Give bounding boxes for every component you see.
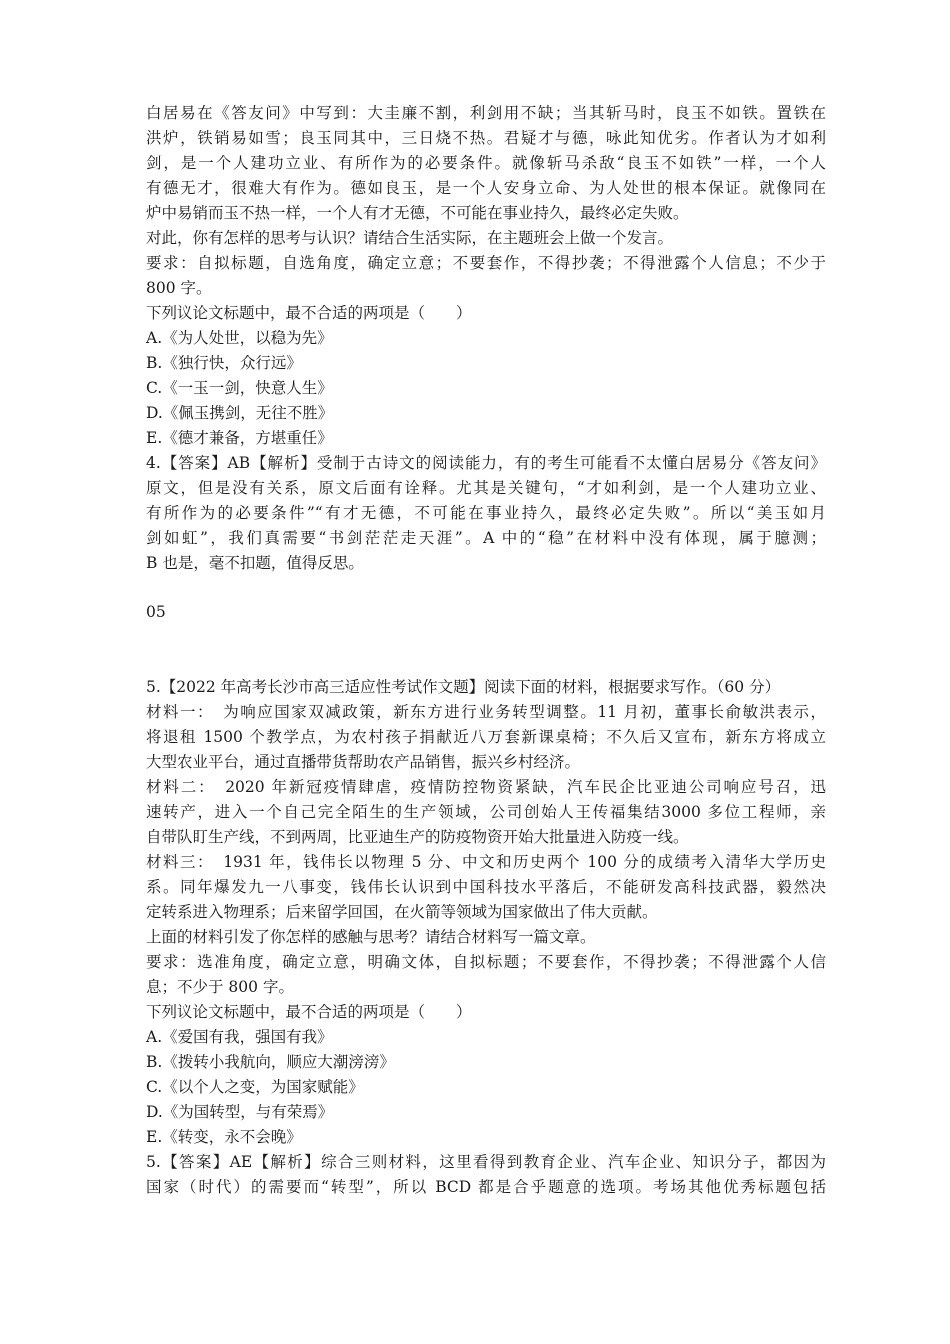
material-line: 材料三： 1931 年，钱伟长以物理 5 分、中文和历史两个 100 分的成绩考入清华大学历史 [146,853,826,871]
material-line: 材料二： 2020 年新冠疫情肆虐，疫情防控物资紧缺，汽车民企比亚迪公司响应号召，迅 [146,778,826,796]
material-line: 将退租 1500 个教学点，为农村孩子捐献近八万套新课桌椅；不久后又宣布，新东方将成立 [146,728,826,746]
material-line: 材料一： 为响应国家双减政策，新东方进行业务转型调整。11 月初，董事长俞敏洪表示， [146,703,826,721]
passage-line: 剑，是一个人建功立业、有所作为的必要条件。就像斩马杀敌“良玉不如铁”一样，一个人 [146,154,826,172]
prompt-line: 上面的材料引发了你怎样的感触与思考？请结合材料写一篇文章。 [146,928,596,946]
option-d: D.《佩玉携剑，无往不胜》 [146,404,334,422]
requirements-line: 要求：自拟标题，自选角度，确定立意；不要套作，不得抄袭；不得泄露个人信息；不少于 [146,254,826,272]
answer-line: 有所作为的必要条件”“有才无德，不可能在事业持久，最终必定失败”。所以“美玉如月 [146,504,826,522]
section-number: 05 [146,603,166,621]
passage-line: 洪炉，铁销易如雪；良玉同其中，三日烧不热。君疑才与德，咏此知优劣。作者认为才如利 [146,129,826,147]
material-line: 速转产，进入一个自己完全陌生的生产领域，公司创始人王传福集结3000 多位工程师，亲 [146,803,826,821]
material-line: 定转系进入物理系；后来留学回国，在火箭等领域为国家做出了伟大贡献。 [146,903,658,921]
answer-line: B 也是，毫不扣题，值得反思。 [146,554,364,572]
answer-line: 剑如虹”，我们真需要“书剑茫茫走天涯”。A 中的“稳”在材料中没有体现，属于臆测； [146,529,826,547]
option-a: A.《为人处世，以稳为先》 [146,329,333,347]
option-c: C.《一玉一剑，快意人生》 [146,379,333,397]
answer-line: 国家（时代）的需要而“转型”，所以 BCD 都是合乎题意的选项。考场其他优秀标题包括 [146,1178,826,1196]
material-line: 系。同年爆发九一八事变，钱伟长认识到中国科技水平落后，不能研发高科技武器，毅然决 [146,878,826,896]
prompt-line: 对此，你有怎样的思考与认识？请结合生活实际，在主题班会上做一个发言。 [146,229,674,247]
passage-line: 有德无才，很难大有作为。德如良玉，是一个人安身立命、为人处世的根本保证。就像同在 [146,179,826,197]
option-b: B.《拨转小我航向，顺应大潮滂滂》 [146,1053,395,1071]
question-title: 5.【2022 年高考长沙市高三适应性考试作文题】阅读下面的材料，根据要求写作。（60 分） [146,678,781,696]
requirements-line: 要求：选准角度，确定立意，明确文体，自拟标题；不要套作，不得抄袭；不得泄露个人信 [146,953,826,971]
option-c: C.《以个人之变，为国家赋能》 [146,1078,364,1096]
requirements-line: 800 字。 [146,279,212,297]
answer-line: 4.【答案】AB【解析】受制于古诗文的阅读能力，有的考生可能看不太懂白居易分《答友问》 [146,454,826,472]
passage-line: 炉中易销而玉不热一样，一个人有才无德，不可能在事业持久，最终必定失败。 [146,204,689,222]
answer-line: 原文，但是没有关系，原文后面有诠释。尤其是关键句，“才如利剑，是一个人建功立业、 [146,479,826,497]
option-a: A.《爱国有我，强国有我》 [146,1028,333,1046]
answer-line: 5.【答案】AE【解析】综合三则材料，这里看得到教育企业、汽车企业、知识分子，都因为 [146,1153,826,1171]
question-stem: 下列议论文标题中，最不合适的两项是（ ） [146,304,472,322]
option-e: E.《转变，永不会晚》 [146,1128,302,1146]
option-d: D.《为国转型，与有荣焉》 [146,1103,334,1121]
material-line: 大型农业平台，通过直播带货帮助农产品销售，振兴乡村经济。 [146,753,581,771]
material-line: 自带队盯生产线，不到两周，比亚迪生产的防疫物资开始大批量进入防疫一线。 [146,828,689,846]
option-e: E.《德才兼备，方堪重任》 [146,429,333,447]
option-b: B.《独行快，众行远》 [146,354,302,372]
requirements-line: 息；不少于 800 字。 [146,978,294,996]
question-stem: 下列议论文标题中，最不合适的两项是（ ） [146,1003,472,1021]
passage-line: 白居易在《答友问》中写到：大圭廉不割，利剑用不缺；当其斩马时，良玉不如铁。置铁在 [146,104,826,122]
